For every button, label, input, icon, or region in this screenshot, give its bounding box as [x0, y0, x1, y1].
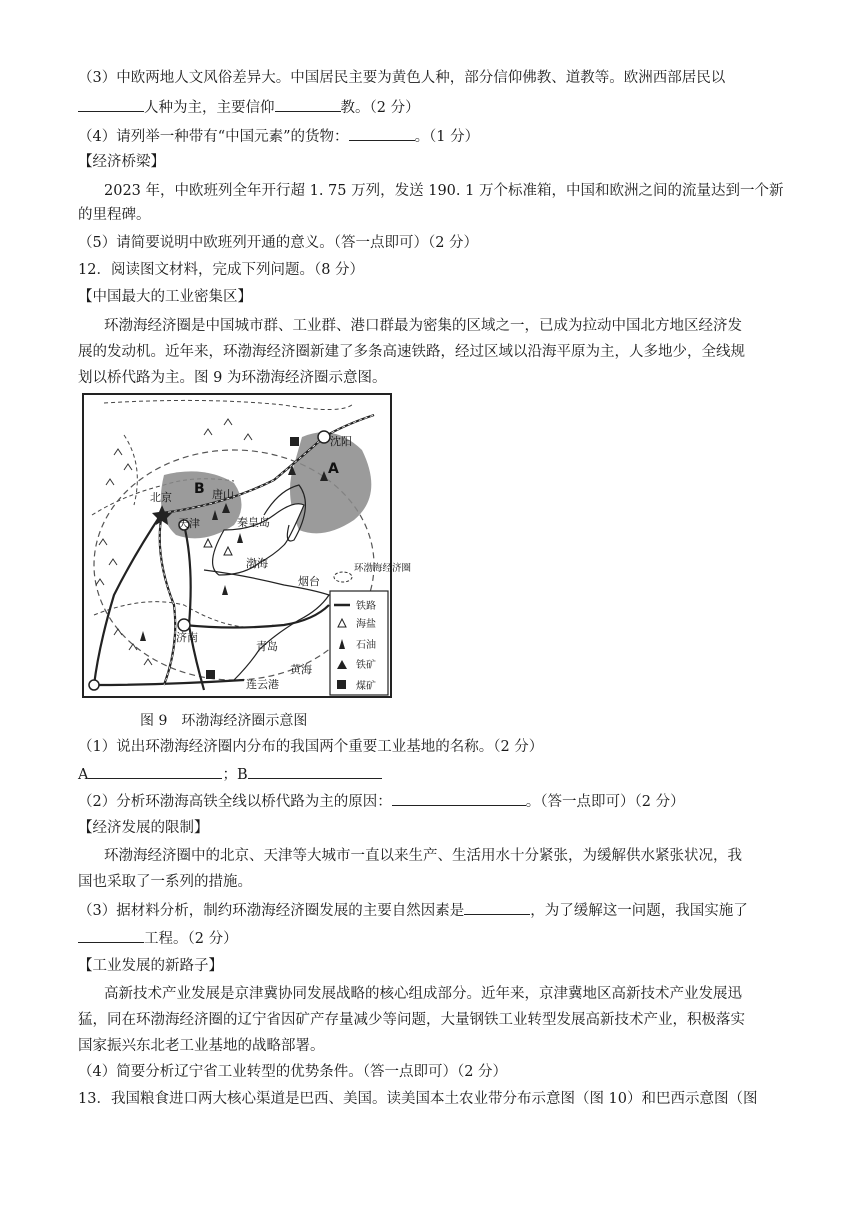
paragraph: 的里程碑。 [78, 207, 151, 223]
legend-salt: 海盐 [356, 619, 376, 630]
map-label-bohai: 渤海 [246, 557, 268, 570]
q12-part3-line1: （3）据材料分析，制约环渤海经济圈发展的主要自然因素是 ，为了缓解这一问题，我国实施了 [78, 900, 798, 921]
paragraph: 2023 年，中欧班列全年开行超 1. 75 万列，发送 190. 1 万个标准箱，中国和欧洲之间的流量达到一个新 [104, 183, 784, 199]
q12-stem: 12．阅读图文材料，完成下列问题。（8 分） [78, 262, 365, 278]
paragraph: 划以桥代路为主。图 9 为环渤海经济圈示意图。 [78, 370, 387, 386]
answer-blank[interactable] [78, 97, 144, 112]
answer-blank[interactable] [464, 900, 530, 915]
q11-part3-line1: （3）中欧两地人文风俗差异大。中国居民主要为黄色人种，部分信仰佛教、道教等。欧洲西部居民以 [78, 70, 726, 86]
answer-blank-a[interactable] [88, 764, 222, 779]
section-heading: 【工业发展的新路子】 [78, 958, 223, 974]
map-label-qingdao: 青岛 [256, 640, 278, 653]
map-label-A: A [328, 461, 339, 477]
paragraph: 国也采取了一系列的措施。 [78, 874, 252, 890]
answer-blank[interactable] [275, 97, 341, 112]
map-label-huanghai: 黄海 [290, 663, 312, 676]
answer-blank-b[interactable] [248, 764, 382, 779]
bohai-economic-circle-map [82, 393, 412, 698]
section-heading: 【中国最大的工业密集区】 [78, 289, 252, 305]
map-label-shenyang: 沈阳 [330, 435, 352, 448]
map-label-qinhuangdao: 秦皇岛 [237, 516, 270, 529]
q11-part3-line2: 人种为主，主要信仰 教。（2 分） [78, 97, 798, 118]
legend-circle-label: 环渤海经济圈 [354, 563, 412, 574]
legend-railway: 铁路 [356, 601, 376, 612]
answer-blank[interactable] [78, 928, 144, 943]
map-label-yantai: 烟台 [298, 575, 320, 588]
paragraph: 展的发动机。近年来，环渤海经济圈新建了多条高速铁路，经过区域以沿海平原为主，人多地少，全线规 [78, 344, 745, 360]
q12-part2: （2）分析环渤海高铁全线以桥代路为主的原因： 。（答一点即可）（2 分） [78, 791, 798, 812]
section-heading: 【经济桥梁】 [78, 154, 165, 170]
map-label-beijing: 北京 [150, 491, 172, 504]
q12-part4: （4）简要分析辽宁省工业转型的优势条件。（答一点即可）（2 分） [78, 1064, 508, 1080]
section-heading: 【经济发展的限制】 [78, 820, 209, 836]
answer-blank[interactable] [392, 791, 526, 806]
q13-stem: 13．我国粮食进口两大核心渠道是巴西、美国。读美国本土农业带分布示意图（图 10）和巴西示意图（图 [78, 1091, 758, 1107]
paragraph: 环渤海经济圈是中国城市群、工业群、港口群最为密集的区域之一，已成为拉动中国北方地区经济发 [104, 318, 742, 334]
map-label-tianjin: 天津 [178, 517, 200, 530]
map-label-jinan: 济南 [176, 631, 198, 644]
paragraph: 国家振兴东北老工业基地的战略部署。 [78, 1038, 325, 1054]
q12-part3-line2: 工程。（2 分） [78, 928, 798, 949]
legend-coal: 煤矿 [356, 681, 376, 692]
paragraph: 环渤海经济圈中的北京、天津等大城市一直以来生产、生活用水十分紧张，为缓解供水紧张状况，我 [104, 848, 742, 864]
map-label-lianyungang: 连云港 [246, 678, 279, 691]
paragraph: 高新技术产业发展是京津冀协同发展战略的核心组成部分。近年来，京津冀地区高新技术产业发展迅 [104, 986, 742, 1002]
answer-blank[interactable] [349, 126, 415, 141]
paragraph: 猛，同在环渤海经济圈的辽宁省因矿产存量减少等问题，大量钢铁工业转型发展高新技术产业，积极落实 [78, 1012, 745, 1028]
q12-part1: （1）说出环渤海经济圈内分布的我国两个重要工业基地的名称。（2 分） [78, 739, 544, 755]
map-label-B: B [194, 481, 205, 497]
legend-oil: 石油 [356, 640, 376, 651]
q11-part4: （4）请列举一种带有“中国元素”的货物： 。（1 分） [78, 126, 798, 147]
figure-caption: 图 9 环渤海经济圈示意图 [140, 713, 308, 729]
legend-iron: 铁矿 [356, 660, 376, 671]
map-label-tangshan: 唐山 [212, 488, 234, 501]
q11-part5: （5）请简要说明中欧班列开通的意义。（答一点即可）（2 分） [78, 235, 479, 251]
q12-part1-answer: A ；B [78, 764, 798, 785]
